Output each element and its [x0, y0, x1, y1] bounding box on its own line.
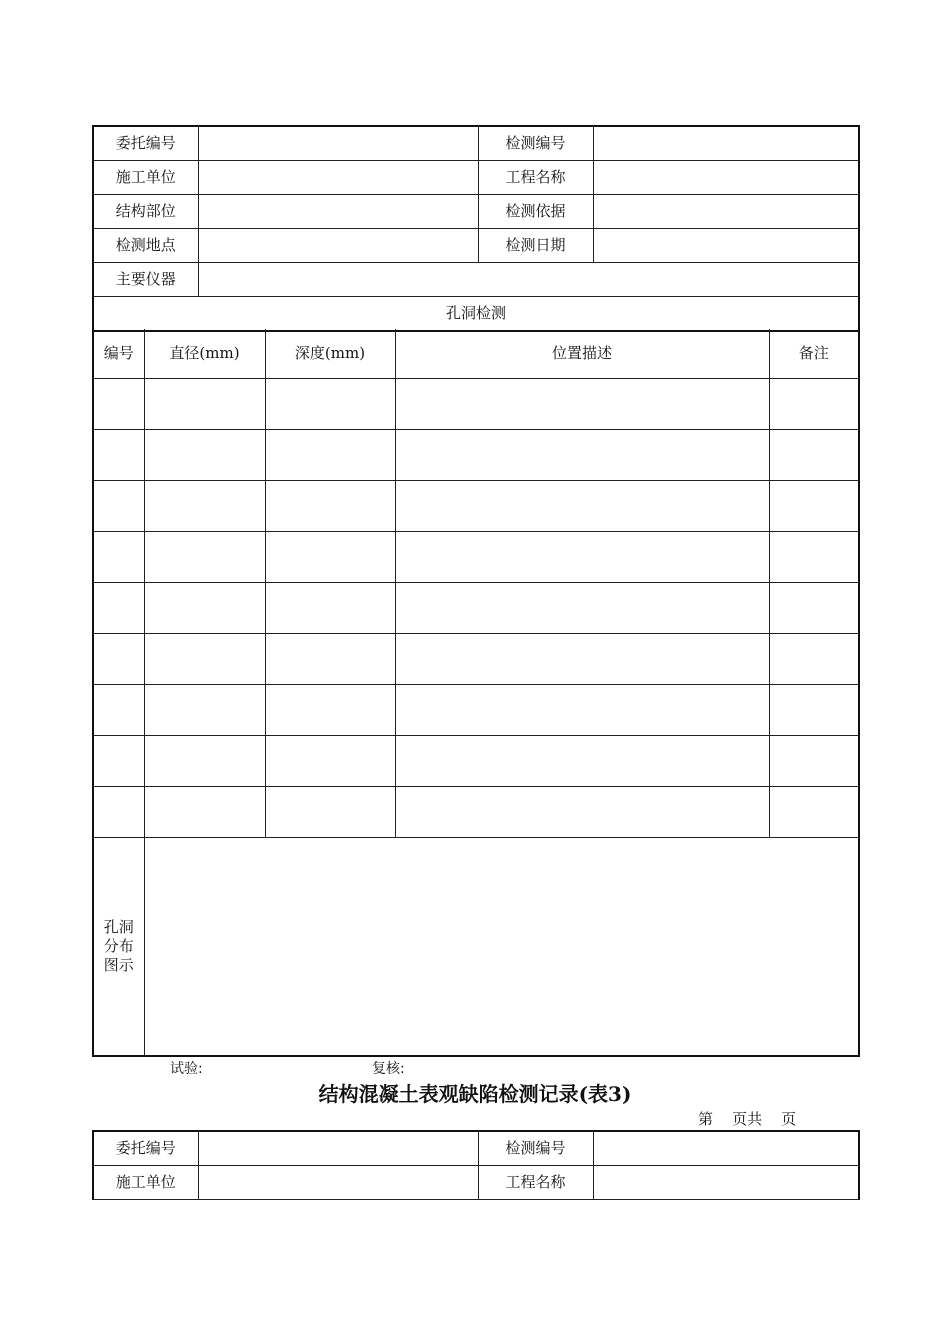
table-cell[interactable]	[395, 583, 769, 634]
diagram-area[interactable]	[144, 838, 859, 1057]
table-cell[interactable]	[395, 787, 769, 838]
hole-table	[92, 329, 860, 1057]
diagram-label-line: 分布	[103, 937, 134, 956]
info-row	[93, 1131, 859, 1166]
field-label: 工程名称	[478, 1166, 593, 1200]
table-cell[interactable]	[265, 481, 395, 532]
table-cell[interactable]	[769, 481, 859, 532]
instrument-row	[93, 263, 859, 297]
table-cell[interactable]	[769, 532, 859, 583]
table-cell[interactable]	[395, 685, 769, 736]
field-label: 检测编号	[478, 126, 593, 161]
column-header: 备注	[769, 329, 859, 379]
diagram-label	[93, 838, 144, 1057]
field-label: 检测日期	[478, 229, 593, 263]
table-cell[interactable]	[144, 685, 265, 736]
table-row	[93, 430, 859, 481]
next-info-table	[92, 1130, 860, 1200]
field-value[interactable]	[198, 1131, 478, 1166]
field-label: 委托编号	[93, 126, 198, 161]
info-row	[93, 161, 859, 195]
table-cell[interactable]	[395, 430, 769, 481]
table-cell[interactable]	[769, 430, 859, 481]
field-label: 委托编号	[93, 1131, 198, 1166]
table-cell[interactable]	[93, 787, 144, 838]
table-cell[interactable]	[265, 532, 395, 583]
section-title: 孔洞检测	[93, 297, 859, 332]
field-value[interactable]	[198, 161, 478, 195]
table-cell[interactable]	[93, 583, 144, 634]
table-row	[93, 685, 859, 736]
table-cell[interactable]	[144, 634, 265, 685]
table-cell[interactable]	[769, 685, 859, 736]
table-row	[93, 583, 859, 634]
table-row	[93, 787, 859, 838]
table-cell[interactable]	[265, 787, 395, 838]
field-label: 工程名称	[478, 161, 593, 195]
info-row	[93, 229, 859, 263]
table-cell[interactable]	[144, 736, 265, 787]
test-signature-label: 试验:	[170, 1061, 203, 1077]
field-value[interactable]	[593, 1131, 859, 1166]
table-cell[interactable]	[93, 379, 144, 430]
column-header-row	[93, 329, 859, 379]
field-value[interactable]	[593, 1166, 859, 1200]
table-cell[interactable]	[144, 787, 265, 838]
field-value[interactable]	[198, 229, 478, 263]
diagram-row	[93, 838, 859, 1057]
diagram-label-line: 孔洞	[103, 918, 134, 937]
column-header: 直径(mm)	[144, 329, 265, 379]
info-row	[93, 195, 859, 229]
table-cell[interactable]	[265, 736, 395, 787]
table-cell[interactable]	[769, 787, 859, 838]
table-cell[interactable]	[265, 685, 395, 736]
section-title-row	[93, 297, 859, 332]
table-cell[interactable]	[93, 736, 144, 787]
table-cell[interactable]	[265, 430, 395, 481]
table-cell[interactable]	[769, 736, 859, 787]
info-table	[92, 125, 860, 332]
table-cell[interactable]	[93, 430, 144, 481]
column-header: 位置描述	[395, 329, 769, 379]
table-cell[interactable]	[395, 379, 769, 430]
field-value[interactable]	[593, 229, 859, 263]
field-label: 施工单位	[93, 1166, 198, 1200]
table-cell[interactable]	[93, 481, 144, 532]
table-cell[interactable]	[93, 532, 144, 583]
table-cell[interactable]	[395, 532, 769, 583]
table-cell[interactable]	[395, 481, 769, 532]
table-cell[interactable]	[769, 634, 859, 685]
info-row	[93, 126, 859, 161]
field-label: 施工单位	[93, 161, 198, 195]
table-cell[interactable]	[265, 634, 395, 685]
table-cell[interactable]	[93, 685, 144, 736]
table-cell[interactable]	[769, 583, 859, 634]
column-header: 深度(mm)	[265, 329, 395, 379]
field-value[interactable]	[198, 195, 478, 229]
table-row	[93, 634, 859, 685]
instrument-value[interactable]	[198, 263, 859, 297]
table-cell[interactable]	[769, 379, 859, 430]
field-label: 主要仪器	[93, 263, 198, 297]
table-row	[93, 481, 859, 532]
field-label: 检测编号	[478, 1131, 593, 1166]
table-cell[interactable]	[265, 379, 395, 430]
field-value[interactable]	[198, 126, 478, 161]
field-label: 结构部位	[93, 195, 198, 229]
column-header: 编号	[93, 329, 144, 379]
table-cell[interactable]	[144, 379, 265, 430]
table-cell[interactable]	[144, 583, 265, 634]
next-form-title: 结构混凝土表观缺陷检测记录(表3)	[318, 1082, 632, 1106]
field-value[interactable]	[198, 1166, 478, 1200]
table-cell[interactable]	[93, 634, 144, 685]
field-value[interactable]	[593, 195, 859, 229]
table-cell[interactable]	[144, 532, 265, 583]
info-row	[93, 1166, 859, 1200]
table-row	[93, 532, 859, 583]
review-signature-label: 复核:	[372, 1061, 405, 1077]
table-cell[interactable]	[144, 481, 265, 532]
table-row	[93, 736, 859, 787]
field-value[interactable]	[593, 126, 859, 161]
field-label: 检测地点	[93, 229, 198, 263]
table-cell[interactable]	[144, 430, 265, 481]
table-cell[interactable]	[265, 583, 395, 634]
page-number: 第 页共 页	[698, 1110, 797, 1128]
table-cell[interactable]	[395, 736, 769, 787]
table-cell[interactable]	[395, 634, 769, 685]
field-value[interactable]	[593, 161, 859, 195]
field-label: 检测依据	[478, 195, 593, 229]
diagram-label-line: 图示	[103, 955, 134, 974]
hole-rows	[93, 379, 859, 838]
table-row	[93, 379, 859, 430]
